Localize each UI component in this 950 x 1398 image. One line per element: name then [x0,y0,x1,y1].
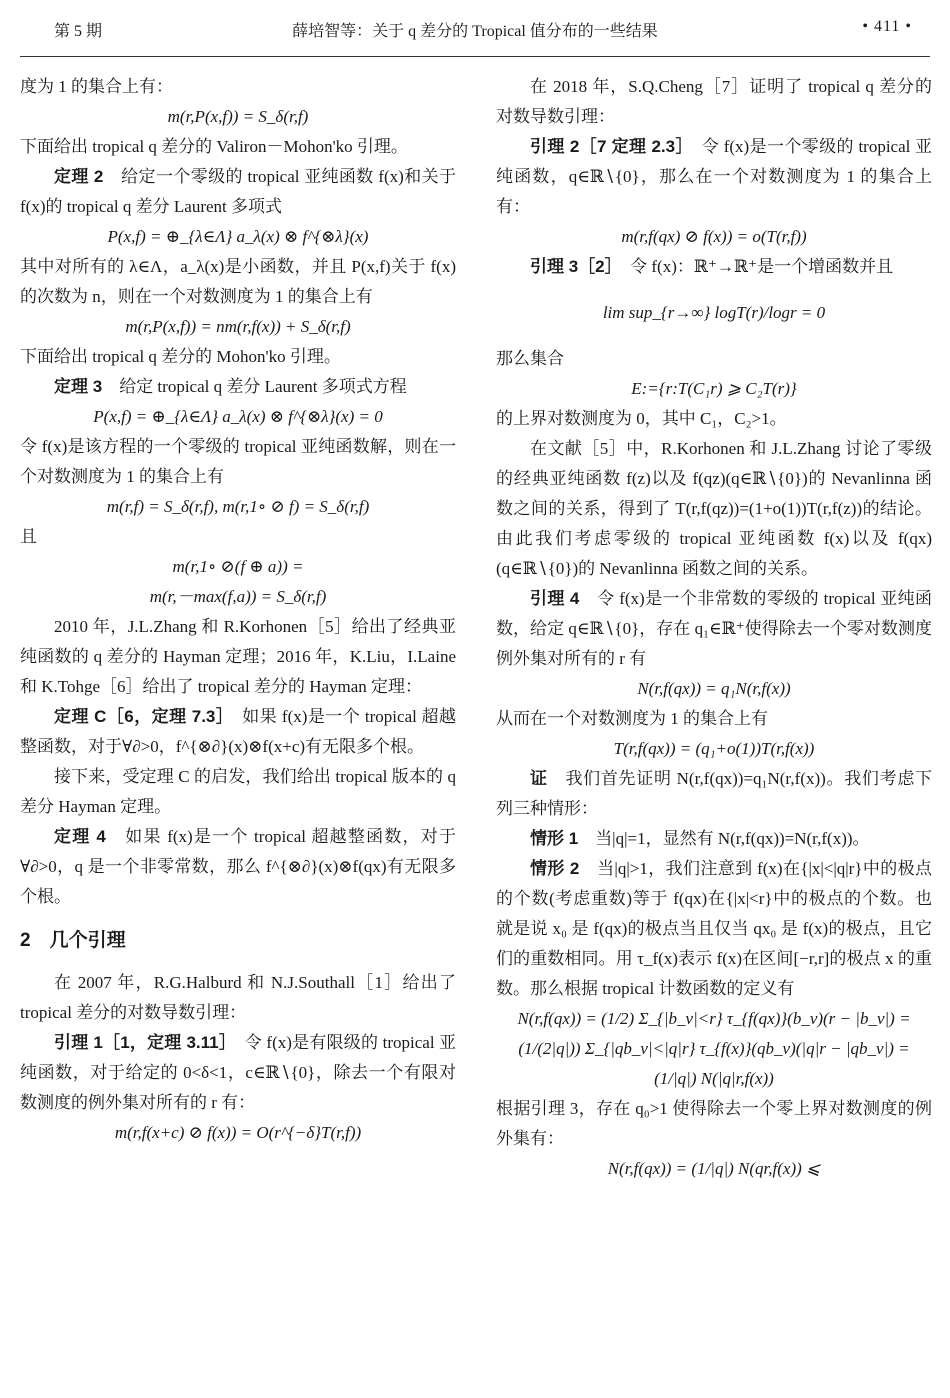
theorem-paragraph [496,764,932,824]
equation: (1/(2|q|)) Σ_{|qb_ν|<|q|r} τ_{f(x)}(qb_ν)(|q|r − |qb_ν|) = [518,1039,910,1058]
page-header [20,0,930,50]
theorem-text: 当|q|>1，我们注意到 f(x)在{|x|<|q|r}中的极点的个数(考虑重数)等于 f(qx)在{|x|<r}中的极点的个数。也就是说 x₀ 是 f(qx)的极点当且仅当 qx₀ 是 f(x)的极点，且它们的重数相同。用 τ_f(x)表示 f(x)在区间[−r,r]的极点 x 的重数。那么根据 tropical 计数函数的定义有 [496,859,932,998]
paragraph: 且 [20,527,37,546]
equation: m(r,f(qx) ⊘ f(x)) = o(T(r,f)) [621,227,807,246]
theorem-paragraph [20,1028,456,1118]
equation: m(r,P(x,f)) = nm(r,f(x)) + S_δ(r,f) [125,317,351,336]
equation: P(x,f) = ⊕_{λ∈Λ} a_λ(x) ⊗ f^{⊗λ}(x) [107,227,369,246]
theorem-paragraph [496,584,932,674]
theorem-paragraph [496,854,932,1004]
paragraph: 接下来，受定理 C 的启发，我们给出 tropical 版本的 q 差分 Hayman 定理。 [20,767,456,816]
theorem-label: 情形 1 [530,829,579,848]
right-column [496,72,932,1184]
equation: N(r,f(qx)) = (1/2) Σ_{|b_ν|<r} τ_{f(qx)}(b_ν)(r − |b_ν|) = [517,1009,911,1028]
paragraph: 2010 年，J.L.Zhang 和 R.Korhonen［5］给出了经典亚纯函数的 q 差分的 Hayman 定理；2016 年，K.Liu，I.Laine 和 K.Tohge［6］给出了 tropical 差分的 Hayman 定理： [20,617,456,696]
header-rule [20,56,930,57]
theorem-label: 情形 2 [530,859,580,878]
equation: N(r,f(qx)) = (1/|q|) N(qr,f(x)) ⩽ [607,1159,821,1178]
paragraph: 其中对所有的 λ∈Λ，a_λ(x)是小函数，并且 P(x,f)关于 f(x)的次数为 n，则在一个对数测度为 1 的集合上有 [20,257,456,306]
paragraph: 度为 1 的集合上有： [20,77,173,96]
theorem-label: 定理 3 [54,377,103,396]
left-column [20,72,456,1148]
theorem-paragraph [20,822,456,912]
paragraph: 根据引理 3，存在 q₀>1 使得除去一个零上界对数测度的例外集有： [496,1099,932,1148]
paragraph: 令 f(x)是该方程的一个零级的 tropical 亚纯函数解，则在一个对数测度为 1 的集合上有 [20,437,456,486]
theorem-paragraph [20,162,456,222]
equation: m(r,f(x+c) ⊘ f(x)) = O(r^{−δ}T(r,f)) [114,1123,362,1142]
theorem-paragraph [20,372,456,402]
theorem-paragraph [20,702,456,762]
paragraph: 在 2018 年，S.Q.Cheng［7］证明了 tropical q 差分的对数导数引理： [496,77,932,126]
page-number: • 411 • [862,18,912,35]
equation: (1/|q|) N(|q|r,f(x)) [654,1069,774,1088]
theorem-paragraph [496,132,932,222]
theorem-text: 令 f(x)是一个非常数的零级的 tropical 亚纯函数，给定 q∈ℝ∖{0}，存在 q₁∈ℝ⁺使得除去一个零对数测度例外集对所有的 r 有 [496,589,932,668]
theorem-text: 如果 f(x)是一个 tropical 超越整函数，对于∀∂>0，f^{⊗∂}(x)⊗f(x+c)有无限多个根。 [20,707,457,756]
paragraph: 在文献［5］中，R.Korhonen 和 J.L.Zhang 讨论了零级的经典亚纯函数 f(z)以及 f(qz)(q∈ℝ∖{0})的 Nevanlinna 函数之间的关系，得到了 T(r,f(qz))=(1+o(1))T(r,f(z))的结论。由此我们考虑零级的 tropical 亚纯函数 f(x)以及 f(qx)(q∈ℝ∖{0})的 Nevanlinna 函数之间的关系。 [496,439,932,578]
theorem-text: 令 f(x)是一个零级的 tropical 亚纯函数，q∈ℝ∖{0}，那么在一个对数测度为 1 的集合上有： [496,137,932,216]
theorem-text: 给定 tropical q 差分 Laurent 多项式方程 [119,377,407,396]
theorem-text: 当|q|=1，显然有 N(r,f(qx))=N(r,f(x))。 [595,829,870,848]
equation: T(r,f(qx)) = (q₁+o(1))T(r,f(x)) [613,739,815,758]
theorem-label: 证 [530,769,548,788]
theorem-paragraph [496,824,932,854]
theorem-text: 我们首先证明 N(r,f(qx))=q₁N(r,f(x))。我们考虑下列三种情形： [496,769,933,818]
running-title: 薛培智等：关于 q 差分的 Tropical 值分布的一些结果 [292,23,658,40]
paragraph: 从而在一个对数测度为 1 的集合上有 [496,709,768,728]
equation: m(r,f) = S_δ(r,f), m(r,1∘ ⊘ f) = S_δ(r,f) [106,497,370,516]
limit-equation: lim sup_{r→∞} logT(r)/logr = 0 [602,303,826,322]
theorem-label: 定理 C［6，定理 7.3］ [54,707,225,726]
paragraph: 的上界对数测度为 0，其中 C₁，C₂>1。 [496,409,787,428]
theorem-text: 给定一个零级的 tropical 亚纯函数 f(x)和关于 f(x)的 tropical q 差分 Laurent 多项式 [20,167,456,216]
issue-number: 第 5 期 [54,23,103,40]
theorem-text: 如果 f(x)是一个 tropical 超越整函数，对于∀∂>0，q 是一个非零常数，那么 f^{⊗∂}(x)⊗f(qx)有无限多个根。 [20,827,456,906]
theorem-label: 引理 2［7 定理 2.3］ [530,137,685,156]
theorem-label: 引理 4 [530,589,580,608]
equation: m(r,1∘ ⊘(f ⊕ a)) = [172,557,304,576]
equation: m(r,－max(f,a)) = S_δ(r,f) [149,587,327,606]
theorem-text: 令 f(x)：ℝ⁺→ℝ⁺是一个增函数并且 [630,257,894,276]
equation: E:={r:T(C₁r) ⩾ C₂T(r)} [631,379,797,398]
theorem-label: 引理 3［2］ [530,257,614,276]
theorem-text: 令 f(x)是有限级的 tropical 亚纯函数，对于给定的 0<δ<1，c∈ℝ∖{0}，除去一个有限对数测度的例外集对所有的 r 有： [20,1033,457,1112]
theorem-label: 引理 1［1，定理 3.11］ [54,1033,228,1052]
paragraph: 那么集合 [496,349,564,368]
equation: N(r,f(qx)) = q₁N(r,f(x)) [637,679,791,698]
paragraph: 在 2007 年，R.G.Halburd 和 N.J.Southall［1］给出了 tropical 差分的对数导数引理： [20,973,456,1022]
equation: P(x,f) = ⊕_{λ∈Λ} a_λ(x) ⊗ f^{⊗λ}(x) = 0 [93,407,383,426]
theorem-label: 定理 4 [54,827,106,846]
paragraph: 下面给出 tropical q 差分的 Valiron－Mohon'ko 引理。 [20,137,408,156]
theorem-paragraph [496,252,932,282]
theorem-label: 定理 2 [54,167,104,186]
equation: m(r,P(x,f)) = S_δ(r,f) [167,107,309,126]
section-heading: 2 几个引理 [20,930,126,951]
paragraph: 下面给出 tropical q 差分的 Mohon'ko 引理。 [20,347,341,366]
